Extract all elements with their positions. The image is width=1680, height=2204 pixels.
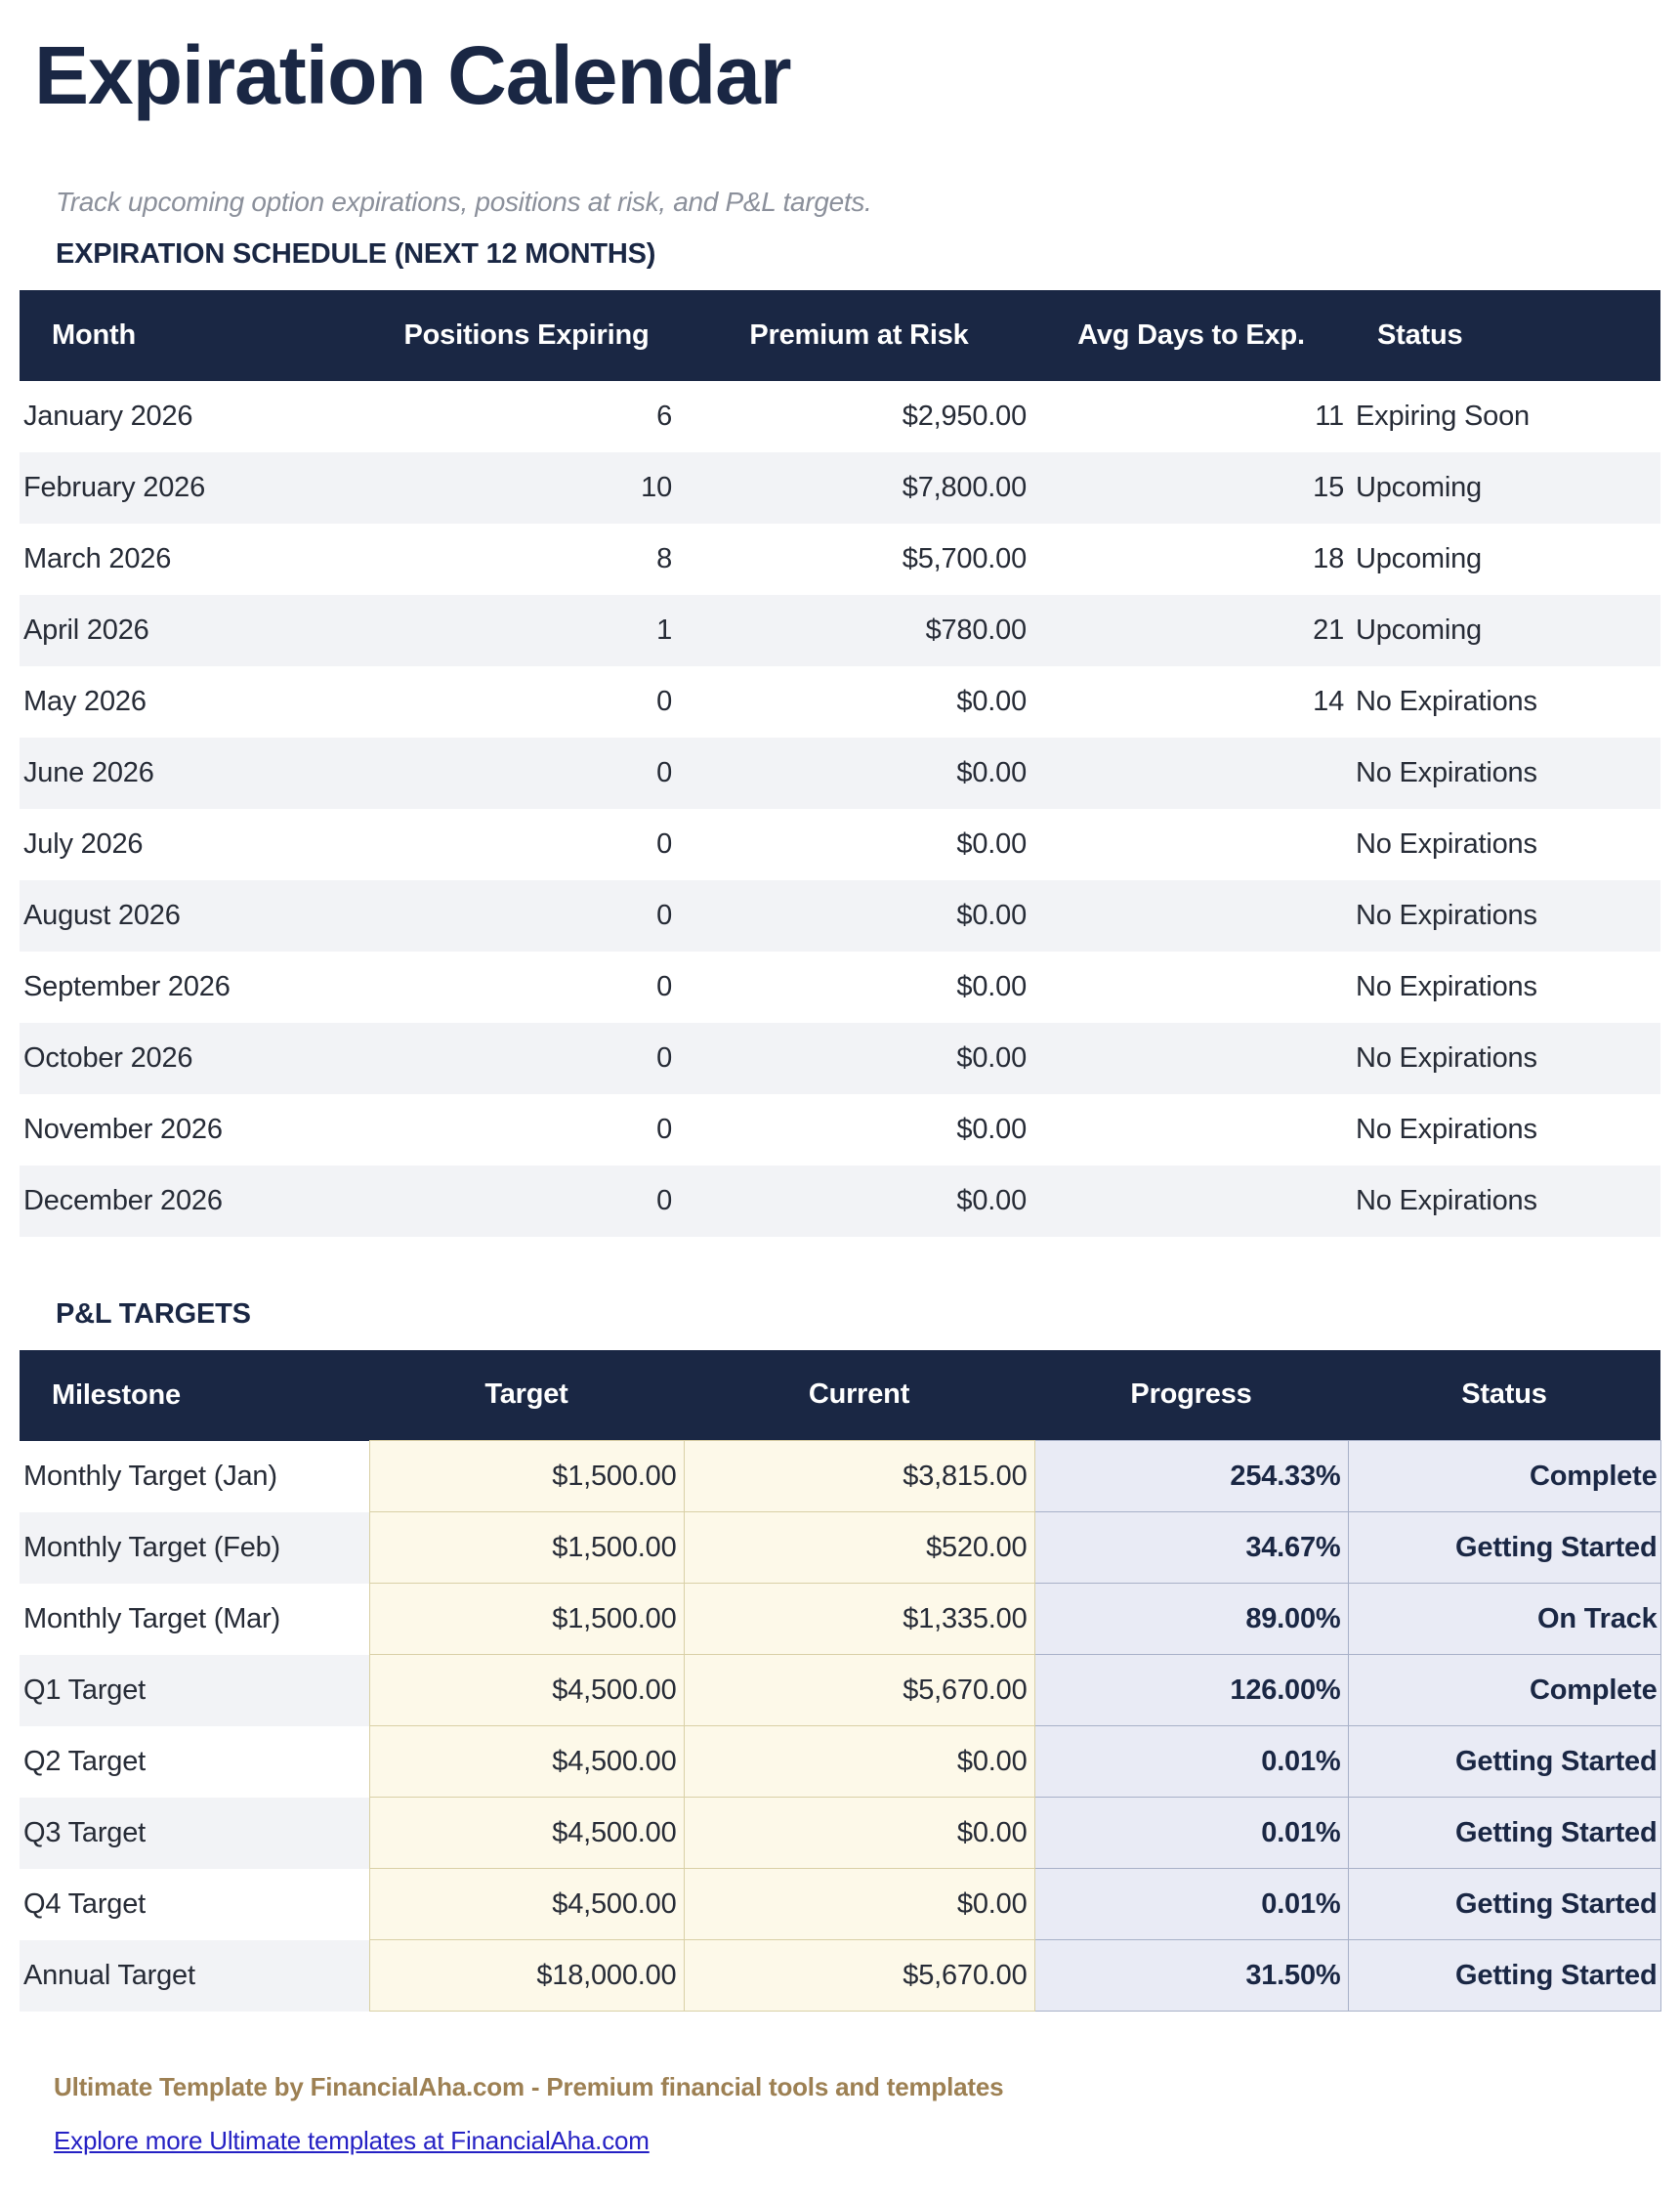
column-header-progress: Progress: [1034, 1350, 1348, 1441]
schedule-cell-month: May 2026: [23, 685, 147, 717]
explore-templates-link[interactable]: Explore more Ultimate templates at FinancialAha.com: [54, 2126, 650, 2156]
pnl-cell-progress: 0.01%: [1034, 1726, 1348, 1798]
pnl-cell-target: $18,000.00: [369, 1940, 684, 2012]
schedule-cell-avg_days: 18: [1313, 542, 1344, 574]
pnl-cell-target: $1,500.00: [369, 1584, 684, 1655]
column-header-month: Month: [20, 290, 369, 381]
schedule-cell-status: No Expirations: [1356, 827, 1537, 860]
pnl-cell-milestone: Monthly Target (Jan): [23, 1460, 277, 1492]
pnl-cell-current: $0.00: [684, 1798, 1034, 1869]
schedule-cell-status: No Expirations: [1356, 1041, 1537, 1074]
schedule-cell-month: September 2026: [23, 970, 231, 1002]
schedule-row: [20, 524, 1660, 595]
header-row: [20, 290, 1660, 381]
schedule-cell-avg_days: [1034, 738, 1348, 809]
schedule-cell-premium: $0.00: [956, 970, 1027, 1002]
schedule-cell-status: Expiring Soon: [1356, 400, 1530, 432]
pnl-cell-milestone: Q4 Target: [23, 1887, 147, 1920]
schedule-cell-premium: $0.00: [956, 1184, 1027, 1216]
pnl-cell-milestone: Q2 Target: [23, 1745, 147, 1777]
schedule-cell-positions: 10: [641, 471, 672, 503]
schedule-cell-status: Upcoming: [1356, 614, 1482, 646]
header-row: [20, 1350, 1660, 1441]
pnl-cell-current: $1,335.00: [684, 1584, 1034, 1655]
schedule-cell-status: Upcoming: [1356, 542, 1482, 574]
schedule-cell-status: Upcoming: [1356, 471, 1482, 503]
pnl-row: [20, 1441, 1660, 1512]
pnl-row: [20, 1940, 1660, 2012]
schedule-cell-avg_days: [1034, 952, 1348, 1023]
pnl-cell-target: $4,500.00: [369, 1726, 684, 1798]
pnl-cell-progress: 34.67%: [1034, 1512, 1348, 1584]
pnl-cell-progress: 126.00%: [1034, 1655, 1348, 1726]
pnl-cell-status: On Track: [1348, 1584, 1660, 1655]
schedule-row: [20, 738, 1660, 809]
schedule-row: [20, 809, 1660, 880]
schedule-row: [20, 595, 1660, 666]
schedule-row: [20, 381, 1660, 452]
pnl-targets-heading: P&L TARGETS: [56, 1297, 251, 1330]
pnl-row: [20, 1726, 1660, 1798]
schedule-cell-premium: $0.00: [956, 1113, 1027, 1145]
pnl-cell-milestone: Monthly Target (Feb): [23, 1531, 281, 1563]
pnl-cell-status: Complete: [1348, 1441, 1660, 1512]
pnl-cell-target: $4,500.00: [369, 1869, 684, 1940]
schedule-cell-premium: $0.00: [956, 685, 1027, 717]
pnl-cell-progress: 0.01%: [1034, 1869, 1348, 1940]
schedule-cell-premium: $0.00: [956, 827, 1027, 860]
pnl-cell-milestone: Annual Target: [23, 1959, 195, 1991]
schedule-cell-avg_days: [1034, 1094, 1348, 1166]
pnl-cell-status: Getting Started: [1348, 1512, 1660, 1584]
pnl-cell-progress: 254.33%: [1034, 1441, 1348, 1512]
schedule-row: [20, 666, 1660, 738]
schedule-cell-positions: 0: [656, 685, 672, 717]
schedule-cell-month: March 2026: [23, 542, 172, 574]
schedule-row: [20, 880, 1660, 952]
schedule-cell-positions: 0: [656, 827, 672, 860]
column-header-premium-at-risk: Premium at Risk: [684, 290, 1034, 381]
pnl-cell-progress: 31.50%: [1034, 1940, 1348, 2012]
schedule-cell-premium: $7,800.00: [902, 471, 1027, 503]
schedule-row: [20, 452, 1660, 524]
schedule-cell-month: July 2026: [23, 827, 144, 860]
pnl-row: [20, 1512, 1660, 1584]
schedule-cell-avg_days: [1034, 1166, 1348, 1237]
page-title: Expiration Calendar: [34, 29, 791, 121]
pnl-cell-progress: 89.00%: [1034, 1584, 1348, 1655]
footer: [54, 2072, 1680, 2156]
expiration-schedule-heading: EXPIRATION SCHEDULE (NEXT 12 MONTHS): [56, 238, 656, 270]
schedule-cell-premium: $0.00: [956, 1041, 1027, 1074]
pnl-cell-target: $4,500.00: [369, 1798, 684, 1869]
column-header-target: Target: [369, 1350, 684, 1441]
pnl-row: [20, 1584, 1660, 1655]
pnl-targets-header: [20, 1350, 1660, 1441]
page-subtitle: Track upcoming option expirations, positions at risk, and P&L targets.: [56, 187, 872, 217]
schedule-cell-premium: $0.00: [956, 899, 1027, 931]
schedule-cell-positions: 0: [656, 1184, 672, 1216]
schedule-cell-avg_days: [1034, 809, 1348, 880]
expiration-schedule-body: [20, 381, 1660, 1237]
column-header-avg-days-to-exp: Avg Days to Exp.: [1034, 290, 1348, 381]
pnl-row: [20, 1798, 1660, 1869]
schedule-cell-month: December 2026: [23, 1184, 223, 1216]
schedule-cell-status: No Expirations: [1356, 1113, 1537, 1145]
schedule-cell-status: No Expirations: [1356, 899, 1537, 931]
brand-line: Ultimate Template by FinancialAha.com - Premium financial tools and templates: [54, 2072, 1004, 2102]
pnl-cell-progress: 0.01%: [1034, 1798, 1348, 1869]
schedule-cell-month: April 2026: [23, 614, 149, 646]
schedule-cell-positions: 0: [656, 756, 672, 788]
schedule-row: [20, 952, 1660, 1023]
pnl-cell-current: $3,815.00: [684, 1441, 1034, 1512]
pnl-cell-target: $4,500.00: [369, 1655, 684, 1726]
schedule-cell-positions: 0: [656, 899, 672, 931]
column-header-milestone: Milestone: [20, 1350, 369, 1441]
pnl-row: [20, 1655, 1660, 1726]
pnl-cell-milestone: Q3 Target: [23, 1816, 147, 1848]
schedule-cell-premium: $2,950.00: [902, 400, 1027, 432]
schedule-cell-avg_days: 14: [1313, 685, 1344, 717]
schedule-cell-avg_days: [1034, 880, 1348, 952]
schedule-cell-month: November 2026: [23, 1113, 223, 1145]
schedule-cell-premium: $5,700.00: [902, 542, 1027, 574]
schedule-cell-month: August 2026: [23, 899, 181, 931]
schedule-cell-month: February 2026: [23, 471, 206, 503]
pnl-targets-body: [20, 1441, 1660, 2012]
pnl-cell-current: $0.00: [684, 1726, 1034, 1798]
column-header-status: Status: [1348, 1350, 1660, 1441]
column-header-status: Status: [1348, 290, 1660, 381]
column-header-positions-expiring: Positions Expiring: [369, 290, 684, 381]
schedule-cell-month: June 2026: [23, 756, 154, 788]
pnl-cell-status: Getting Started: [1348, 1798, 1660, 1869]
pnl-cell-milestone: Monthly Target (Mar): [23, 1602, 280, 1634]
schedule-row: [20, 1023, 1660, 1094]
schedule-cell-positions: 6: [656, 400, 672, 432]
schedule-row: [20, 1166, 1660, 1237]
schedule-cell-avg_days: [1034, 1023, 1348, 1094]
pnl-cell-status: Getting Started: [1348, 1940, 1660, 2012]
schedule-cell-status: No Expirations: [1356, 970, 1537, 1002]
pnl-cell-target: $1,500.00: [369, 1512, 684, 1584]
expiration-schedule-table: [20, 290, 1660, 1237]
schedule-cell-premium: $780.00: [925, 614, 1027, 646]
pnl-cell-current: $5,670.00: [684, 1655, 1034, 1726]
schedule-cell-status: No Expirations: [1356, 685, 1537, 717]
pnl-row: [20, 1869, 1660, 1940]
pnl-cell-current: $520.00: [684, 1512, 1034, 1584]
pnl-cell-current: $0.00: [684, 1869, 1034, 1940]
schedule-cell-status: No Expirations: [1356, 1184, 1537, 1216]
schedule-cell-month: October 2026: [23, 1041, 193, 1074]
pnl-cell-status: Complete: [1348, 1655, 1660, 1726]
expiration-schedule-header: [20, 290, 1660, 381]
schedule-cell-avg_days: 15: [1313, 471, 1344, 503]
pnl-cell-status: Getting Started: [1348, 1869, 1660, 1940]
schedule-cell-positions: 8: [656, 542, 672, 574]
schedule-row: [20, 1094, 1660, 1166]
schedule-cell-positions: 1: [656, 614, 672, 646]
schedule-cell-premium: $0.00: [956, 756, 1027, 788]
schedule-cell-status: No Expirations: [1356, 756, 1537, 788]
pnl-cell-target: $1,500.00: [369, 1441, 684, 1512]
schedule-cell-positions: 0: [656, 970, 672, 1002]
pnl-cell-current: $5,670.00: [684, 1940, 1034, 2012]
schedule-cell-avg_days: 11: [1315, 400, 1344, 432]
schedule-cell-positions: 0: [656, 1113, 672, 1145]
pnl-cell-milestone: Q1 Target: [23, 1674, 147, 1706]
schedule-cell-avg_days: 21: [1313, 614, 1344, 646]
column-header-current: Current: [684, 1350, 1034, 1441]
pnl-cell-status: Getting Started: [1348, 1726, 1660, 1798]
schedule-cell-month: January 2026: [23, 400, 193, 432]
pnl-targets-table: [20, 1350, 1661, 2013]
schedule-cell-positions: 0: [656, 1041, 672, 1074]
